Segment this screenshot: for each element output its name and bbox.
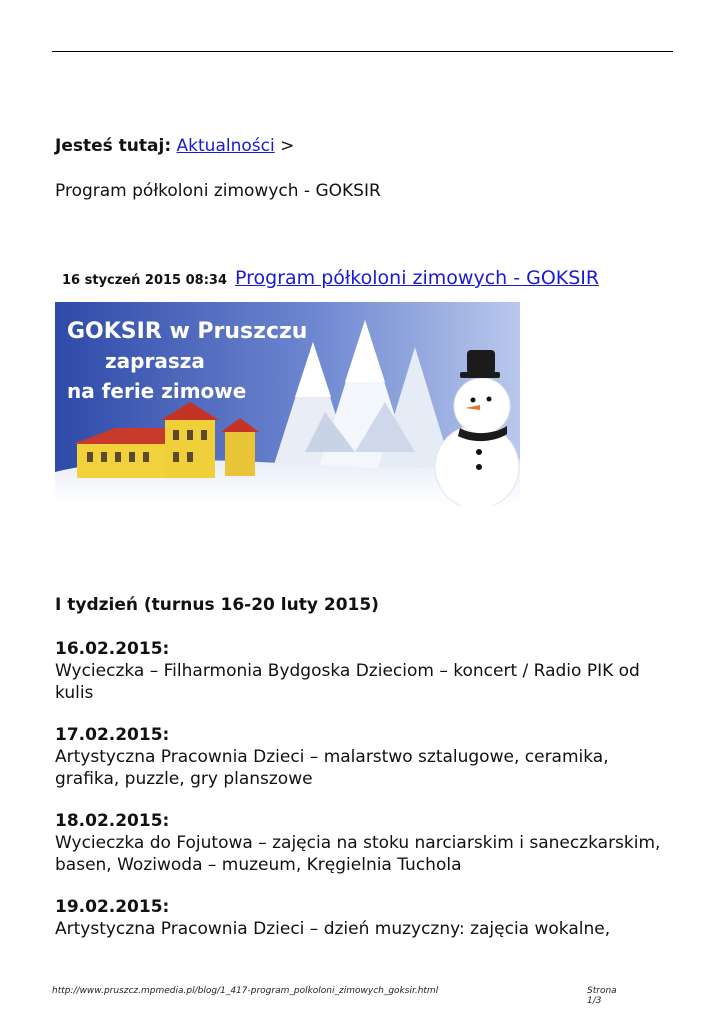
entry-date: 17.02.2015: xyxy=(55,725,170,745)
entry-text: Artystyczna Pracownia Dzieci – malarstwo sztalugowe, ceramika, grafika, puzzle, gry planszowe xyxy=(55,747,609,789)
article-header xyxy=(62,264,599,290)
footer-url: http://www.pruszcz.mpmedia.pl/blog/1_417-program_polkoloni_zimowych_goksir.html xyxy=(52,986,439,996)
schedule-entry xyxy=(55,724,675,790)
breadcrumb-label: Jesteś tutaj: xyxy=(55,136,172,156)
schedule-entry xyxy=(55,638,675,704)
entry-text: Wycieczka do Fojutowa – zajęcia na stoku narciarskim i saneczkarskim, basen, Woziwoda – muzeum, Kręgielnia Tuchola xyxy=(55,833,661,875)
breadcrumb xyxy=(55,135,294,157)
entry-date: 16.02.2015: xyxy=(55,639,170,659)
week-heading: I tydzień (turnus 16-20 luty 2015) xyxy=(55,595,379,615)
banner-image xyxy=(55,302,520,506)
schedule-entry xyxy=(55,810,675,876)
breadcrumb-link-aktualnosci[interactable]: Aktualności xyxy=(176,136,275,156)
schedule-entry xyxy=(55,896,675,940)
banner-line1: GOKSIR w Pruszczu xyxy=(67,319,308,344)
breadcrumb-current: Program półkoloni zimowych - GOKSIR xyxy=(55,181,381,201)
breadcrumb-separator: > xyxy=(280,136,295,156)
article-content xyxy=(55,594,675,960)
banner-line2: zaprasza xyxy=(105,349,205,373)
entry-date: 18.02.2015: xyxy=(55,811,170,831)
footer-page-number: Strona 1/3 xyxy=(587,986,617,1006)
entry-text: Wycieczka – Filharmonia Bydgoska Dzieciom – koncert / Radio PIK od kulis xyxy=(55,661,640,703)
article-date: 16 styczeń 2015 08:34 xyxy=(62,273,228,288)
banner-line3: na ferie zimowe xyxy=(67,379,247,403)
article-title-link[interactable]: Program półkoloni zimowych - GOKSIR xyxy=(235,267,600,289)
entry-text: Artystyczna Pracownia Dzieci – dzień muzyczny: zajęcia wokalne, xyxy=(55,919,611,939)
entry-date: 19.02.2015: xyxy=(55,897,170,917)
top-rule xyxy=(52,51,673,52)
